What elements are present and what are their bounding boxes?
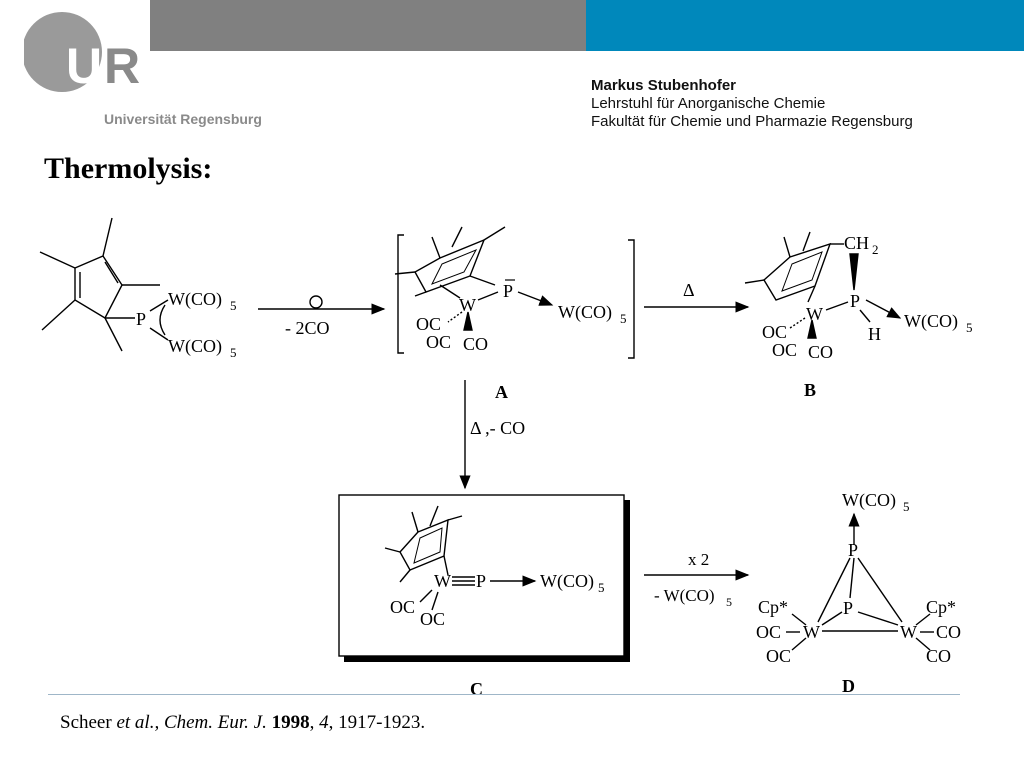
label-c: C	[470, 679, 483, 699]
author-department: Lehrstuhl für Anorganische Chemie	[591, 95, 826, 112]
footer-divider	[48, 694, 960, 695]
citation-journal: et al., Chem. Eur. J.	[116, 712, 267, 733]
arrow-3-below: - W(CO)	[654, 586, 715, 605]
start-wco-top: W(CO)	[168, 289, 222, 309]
label-d: D	[842, 676, 855, 696]
d-cp-left: Cp*	[758, 597, 789, 617]
start-compound-ring	[40, 218, 168, 351]
d-co-2: CO	[926, 646, 952, 666]
d-oc-2: OC	[766, 646, 792, 666]
d-oc-1: OC	[756, 622, 782, 642]
citation: Scheer et al., Chem. Eur. J. 1998, 4, 1917-1923.	[60, 712, 426, 733]
citation-volume: 4	[319, 712, 329, 733]
b-wco: W(CO)	[904, 311, 958, 331]
bracket-right	[628, 240, 634, 358]
a-p: P	[503, 281, 514, 301]
c-w: W	[434, 571, 451, 591]
arrow-3-above: x 2	[688, 550, 710, 569]
b-co: CO	[808, 342, 834, 362]
a-oc2: OC	[426, 332, 452, 352]
d-co-1: CO	[936, 622, 962, 642]
d-w-left: W	[803, 622, 820, 642]
b-oc2: OC	[772, 340, 798, 360]
citation-author: Scheer	[60, 712, 117, 733]
d-cp-right: Cp*	[926, 597, 957, 617]
reaction-scheme	[0, 200, 1024, 700]
logo-letter-r: R	[104, 38, 141, 94]
start-p: P	[136, 309, 147, 329]
label-a: A	[495, 382, 508, 402]
start-sub5-top: 5	[230, 298, 237, 313]
b-oc: OC	[762, 322, 788, 342]
a-co: CO	[463, 334, 489, 354]
arrow-down-label: Δ ,- CO	[470, 418, 526, 438]
a-w: W	[459, 295, 476, 315]
arrow-2-label: Δ	[683, 280, 695, 300]
arrow-3-sub5: 5	[726, 595, 732, 609]
light-symbol	[310, 296, 322, 308]
d-p-top: P	[848, 540, 859, 560]
author-block	[591, 77, 913, 131]
b-sub2: 2	[872, 242, 879, 257]
b-ch: CH	[844, 233, 870, 253]
d-p-mid: P	[843, 598, 854, 618]
header-blue-bar	[586, 0, 1024, 51]
b-h: H	[868, 324, 881, 344]
a-wco: W(CO)	[558, 302, 612, 322]
author-name: Markus Stubenhofer	[591, 77, 737, 94]
c-wco: W(CO)	[540, 571, 594, 591]
start-sub5-bottom: 5	[230, 345, 237, 360]
b-w: W	[806, 304, 823, 324]
a-sub5: 5	[620, 311, 627, 326]
citation-year: 1998	[271, 712, 310, 733]
logo-text: Universität Regensburg	[104, 111, 262, 127]
bracket-left	[398, 235, 404, 353]
author-faculty: Fakultät für Chemie und Pharmazie Regensburg	[591, 113, 913, 130]
label-b: B	[804, 380, 817, 400]
c-oc: OC	[390, 597, 416, 617]
university-logo	[24, 10, 284, 135]
c-sub5: 5	[598, 580, 605, 595]
a-oc: OC	[416, 314, 442, 334]
start-wco-bottom: W(CO)	[168, 336, 222, 356]
slide-title: Thermolysis:	[44, 152, 213, 185]
c-oc2: OC	[420, 609, 446, 629]
d-sub5: 5	[903, 499, 910, 514]
b-sub5: 5	[966, 320, 973, 335]
d-w-right: W	[900, 622, 917, 642]
logo-letter-u: U	[66, 38, 103, 94]
b-p: P	[850, 291, 861, 311]
citation-pages: , 1917-1923.	[328, 712, 426, 733]
c-p: P	[476, 571, 487, 591]
d-wco: W(CO)	[842, 490, 896, 510]
arrow-1-label: - 2CO	[285, 318, 330, 338]
